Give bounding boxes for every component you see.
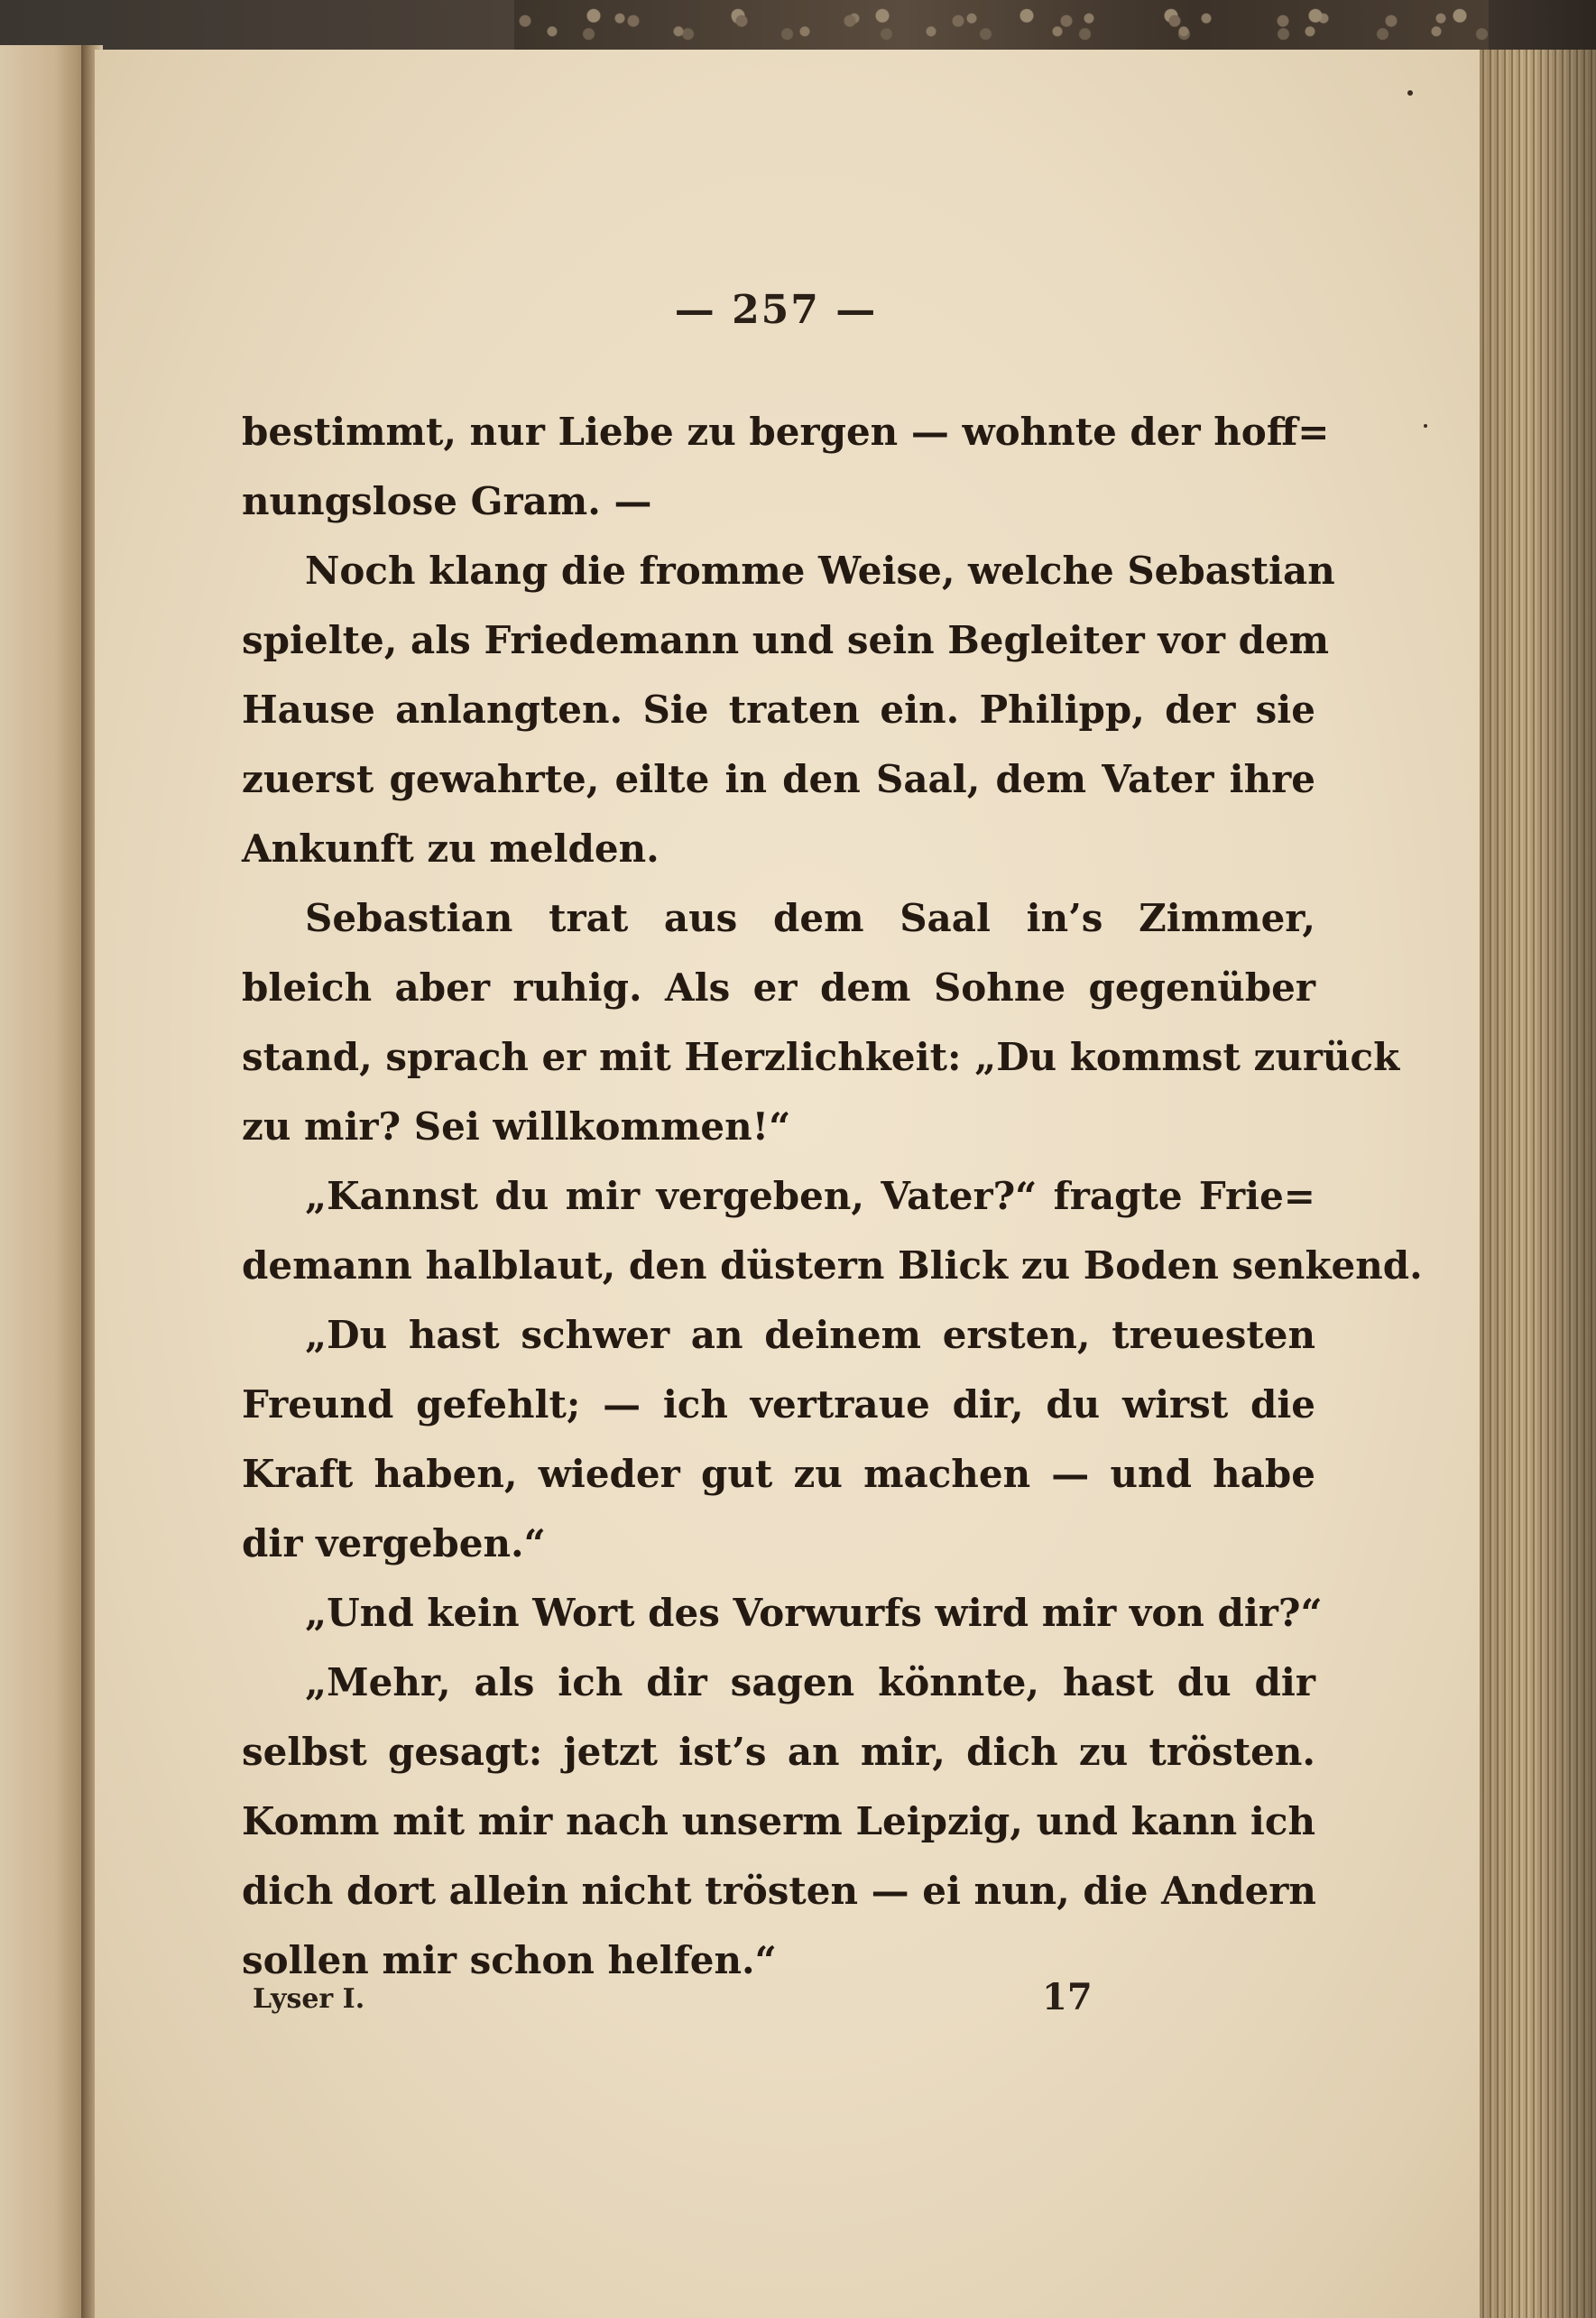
text-line: Hause anlangten. Sie traten ein. Philipp, der sie [242, 688, 1315, 732]
text-line: dich dort allein nicht trösten — ei nun, die Andern [242, 1869, 1316, 1913]
text-line: Noch klang die fromme Weise, welche Sebastian [305, 549, 1335, 593]
text-line: nungslose Gram. — [242, 479, 652, 523]
signature-number: 17 [1042, 1976, 1093, 2018]
marbled-cover-edge [514, 0, 1489, 52]
paper-speck [1407, 90, 1413, 96]
page-edges-shadow [1480, 50, 1596, 2318]
text-line: spielte, als Friedemann und sein Begleiter vor dem [242, 618, 1330, 662]
text-line: stand, sprach er mit Herzlichkeit: „Du kommst zurück [242, 1035, 1400, 1079]
text-line: „Mehr, als ich dir sagen könnte, hast du dir [305, 1660, 1315, 1704]
text-line: selbst gesagt: jetzt ist’s an mir, dich zu trösten. [242, 1730, 1315, 1774]
text-line: dir vergeben.“ [242, 1521, 546, 1565]
text-line: „Und kein Wort des Vorwurfs wird mir von dir?“ [305, 1591, 1323, 1635]
previous-page-edge [0, 45, 90, 2318]
text-line: sollen mir schon helfen.“ [242, 1938, 777, 1982]
text-line: zu mir? Sei willkommen!“ [242, 1104, 791, 1149]
text-line: bestimmt, nur Liebe zu bergen — wohnte der hoff= [242, 410, 1330, 454]
text-line: zuerst gewahrte, eilte in den Saal, dem Vater ihre [242, 757, 1315, 801]
text-line: Komm mit mir nach unserm Leipzig, und kann ich [242, 1799, 1315, 1843]
text-line: Sebastian trat aus dem Saal in’s Zimmer, [305, 896, 1315, 940]
paper-speck [1424, 424, 1427, 428]
text-line: Freund gefehlt; — ich vertraue dir, du wirst die [242, 1382, 1315, 1427]
text-line: Kraft haben, wieder gut zu machen — und habe [242, 1452, 1315, 1496]
text-line: „Du hast schwer an deinem ersten, treuesten [305, 1313, 1315, 1357]
page-header: — 257 — [674, 287, 878, 333]
text-line: demann halblaut, den düstern Blick zu Boden senkend. [242, 1243, 1423, 1288]
signature-mark: Lyser I. [253, 1983, 365, 2015]
text-line: Ankunft zu melden. [242, 827, 660, 871]
text-line: „Kannst du mir vergeben, Vater?“ fragte Frie= [305, 1174, 1315, 1218]
text-line: bleich aber ruhig. Als er dem Sohne gegenüber [242, 965, 1315, 1010]
page-text [242, 397, 1423, 1995]
